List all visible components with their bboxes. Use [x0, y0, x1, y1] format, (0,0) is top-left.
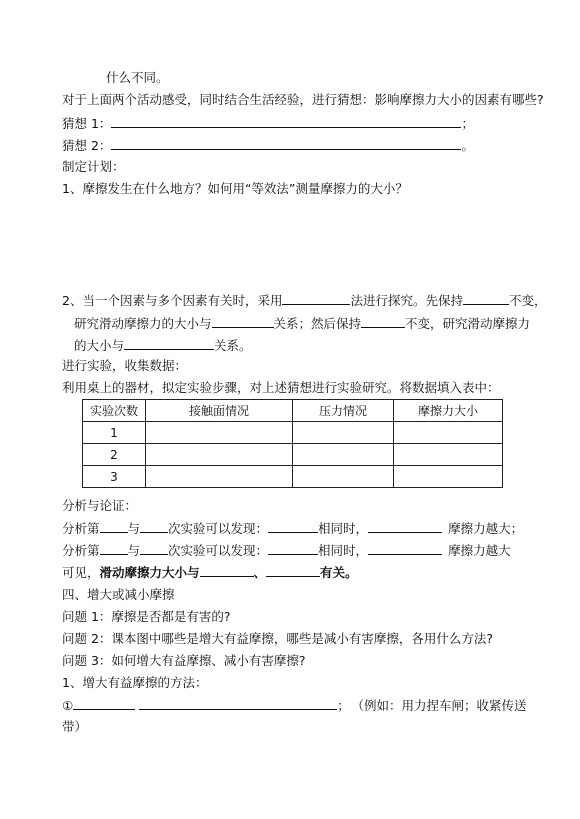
table-cell[interactable]: [146, 422, 293, 444]
trial-blank[interactable]: [100, 520, 128, 533]
condition-blank[interactable]: [368, 542, 442, 555]
condition-blank[interactable]: [268, 520, 318, 533]
text: 的大小与: [74, 338, 125, 353]
trial-blank[interactable]: [140, 542, 168, 555]
text: 2、当一个因素与多个因素有关时，采用: [62, 293, 283, 308]
problem-3: 问题 3：如何增大有益摩擦、减小有害摩擦?: [62, 653, 306, 668]
method-heading: 1、增大有益摩擦的方法：: [62, 675, 208, 690]
guess-1-end: ；: [461, 116, 474, 131]
text-line: 什么不同。: [106, 70, 169, 85]
text: 可见，: [62, 565, 100, 580]
text: 关系。: [214, 338, 252, 353]
conclusion-line: [62, 564, 358, 581]
guess-1-label: 猜想 1：: [62, 116, 112, 131]
table-cell[interactable]: [293, 466, 394, 488]
method-line-wrap: 带）: [62, 719, 88, 734]
text: 有关。: [320, 565, 358, 580]
text: 关系；然后保持: [273, 316, 362, 331]
keep-constant-blank-1[interactable]: [463, 292, 509, 305]
section-title: 分析与论证：: [62, 498, 138, 513]
section-title: 进行实验，收集数据：: [62, 358, 188, 373]
factor-blank-2[interactable]: [266, 564, 320, 577]
trial-number: 2: [83, 444, 146, 466]
question-2-line-1: [62, 292, 547, 309]
trial-number: 1: [83, 422, 146, 444]
text: 滑动摩擦力大小与: [99, 565, 200, 580]
column-header: 实验次数: [83, 400, 146, 422]
table-cell[interactable]: [293, 444, 394, 466]
method-blank[interactable]: [282, 292, 350, 305]
guess-2-label: 猜想 2：: [62, 138, 112, 153]
question-2-line-2: [74, 315, 530, 332]
guess-2-blank[interactable]: [111, 137, 461, 150]
factor-blank-1[interactable]: [200, 564, 254, 577]
method-line-1: [62, 697, 527, 714]
trial-number: 3: [83, 466, 146, 488]
column-header: 摩擦力大小: [394, 400, 503, 422]
analysis-line-2: [62, 542, 511, 559]
example-text: （例如：用力捏车闸；收紧传送: [357, 698, 527, 713]
section-heading: 四、增大或减小摩擦: [62, 587, 175, 602]
column-header: 接触面情况: [146, 400, 293, 422]
problem-1: 问题 1：摩擦是否都是有害的?: [62, 609, 231, 624]
guess-1-blank[interactable]: [111, 115, 461, 128]
text: 、: [253, 565, 267, 580]
text: 摩擦力越大；: [448, 521, 524, 536]
table-cell[interactable]: [293, 422, 394, 444]
text: ①: [62, 698, 74, 713]
experiment-description: 利用桌上的器材，拟定实验步骤，对上述猜想进行实验研究。将数据填入表中：: [62, 380, 500, 395]
table-cell[interactable]: [146, 466, 293, 488]
table-row: [83, 444, 503, 466]
text: 与: [127, 521, 141, 536]
text: 法进行探究。先保持: [350, 293, 463, 308]
text: 分析第: [62, 521, 100, 536]
column-header: 压力情况: [293, 400, 394, 422]
trial-blank[interactable]: [100, 542, 128, 555]
trial-blank[interactable]: [140, 520, 168, 533]
method-blank[interactable]: [139, 697, 337, 710]
section-title: 制定计划：: [62, 159, 125, 174]
table-cell[interactable]: [394, 466, 503, 488]
guess-1-line: [62, 115, 474, 132]
table-cell[interactable]: [146, 444, 293, 466]
text: 摩擦力越大: [448, 543, 511, 558]
keep-constant-blank-2[interactable]: [361, 315, 405, 328]
table-cell[interactable]: [394, 444, 503, 466]
text: 相同时，: [318, 543, 369, 558]
table-row: [83, 466, 503, 488]
condition-blank[interactable]: [368, 520, 442, 533]
text: 不变，研究滑动摩擦力: [405, 316, 531, 331]
question-2-line-3: [74, 337, 252, 354]
method-example-blank[interactable]: [73, 697, 135, 710]
text: 不变，: [508, 293, 547, 308]
text: 与: [127, 543, 141, 558]
analysis-line-1: [62, 520, 523, 537]
condition-blank[interactable]: [268, 542, 318, 555]
relation-blank-1[interactable]: [212, 315, 274, 328]
text: 分析第: [62, 543, 100, 558]
relation-blank-2[interactable]: [124, 337, 214, 350]
problem-2: 问题 2：课本图中哪些是增大有益摩擦，哪些是减小有害摩擦，各用什么方法?: [62, 631, 494, 646]
table-cell[interactable]: [394, 422, 503, 444]
data-table: [82, 399, 503, 488]
text: 相同时，: [318, 521, 369, 536]
text: 研究滑动摩擦力的大小与: [74, 316, 212, 331]
table-header-row: [83, 400, 503, 422]
guess-2-line: [62, 137, 474, 154]
text: 次实验可以发现：: [168, 521, 269, 536]
question-1: 1、摩擦发生在什么地方？如何用“等效法”测量摩擦力的大小？: [62, 181, 408, 196]
text: 次实验可以发现：: [168, 543, 269, 558]
text-line: 对于上面两个活动感受，同时结合生活经验，进行猜想：影响摩擦力大小的因素有哪些?: [62, 92, 544, 107]
guess-2-end: 。: [461, 138, 474, 153]
table-row: [83, 422, 503, 444]
text: ；: [337, 698, 350, 713]
